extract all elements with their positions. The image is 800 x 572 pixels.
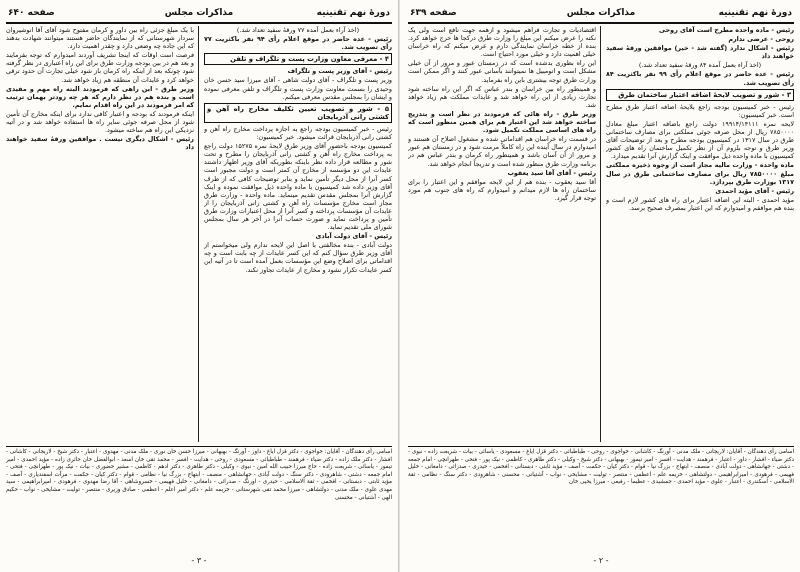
right-page-footnote xyxy=(408,446,794,557)
section-heading: ۳ - شور و تصویب لایحۀ اضافه اعتبار ساختمان طرق xyxy=(606,89,794,101)
paragraph: (اخذ آراء بعمل آمده ۸۴ ورقۀ سفید تعداد شد.) xyxy=(638,61,762,70)
paragraph: کمیسیون بودجه باحضور آقای وزیر طرق لایحۀ نمره ۱۵۲۷۵ دولت راجع به پرداخت مخارج راه آهن و کشتی رانی آذربایجان را مطرح و تحت شور و مطالعه قرار داده نظر باینکه بطوریکه آقای وزیر اظهار داشتند عایدات این دو مؤسسه از مخارج آن کمتر است و دولت مجبور است کسر آنرا از محل دیگر تأمین نماید و بنابر توضیحات کافی که از طرف آقای وزیر داده شد کمیسیون با ماده واحده ذیل موافقت نموده و اینک گزارش آنرا بمجلس مقدس تقدیم مینماید. ماده واحده - وزارت طرق مجاز است مخارج مؤسسات راه آهن و کشتی رانی آذربایجان را از عایدات آن مؤسسات پرداخته و کسر آنرا از محل اعتبارات وزارت طرق تأمین و پرداخت نماید و صورت حساب آنرا در آخر هر سال بمجلس شورای ملی تقدیم نماید. xyxy=(204,142,392,232)
paragraph: رئیس - آقای وزیر پست و تلگراف xyxy=(287,67,392,76)
paragraph: مؤید احمدی - البته این اضافه اعتبار برای راه های کشور لازم است و بنده هم موافقم و امیدوارم که این اعتبار بمصرف صحیح برسد. xyxy=(606,195,794,212)
paragraph: فرصت است اوقات که اینجا تشریف آوردند امیدوارم که توجه بفرمایند و بعد هم در بین بودجه وزارت طرق برای این راه اعتباری در نظر گرفته شود چونکه بعد از اینکه راه کرمان باز شود خیلی تجارت آن حدود ترقی خواهد کرد و عایدات آن منطقه هم زیاد خواهد شد. xyxy=(6,51,194,84)
paragraph: دولت آبادی - بنده مخالفتی با اصل این لایحه ندارم ولی میخواستم از آقای وزیر طرق سؤال کنم که این کسر عایدات از چه بابت است و چه اقداماتی برای اصلاح وضع این مؤسسات بعمل آمده است تا در آتیه این کسر عایدات تکرار نشود و مخارج از عایدات تجاوز نکند. xyxy=(204,241,392,274)
paragraph: رئیس - اشکال ندارد (گفته شد - خیر) موافقین ورقۀ سفید خواهند داد xyxy=(606,44,794,61)
section-heading: ۵ - شور و تصویب تعیین تکلیف مخارج راه آهن و کشتی رانی آذربایجان xyxy=(204,103,392,123)
paragraph: وزیر طرق - راه هائی که فرمودند در نظر است و بتدریج ساخته خواهد شد این اعتبار هم برای همین منظور است که راه های اساسی مملکت تکمیل شود. xyxy=(408,109,596,135)
paragraph: اینکه فرمودند که بودجه و اعتبار کافی ندارد برای اینکه مخارج آن تأمین شود از محل صرفه جوئی سایر راه ها استفاده خواهد شد و در آتیه نزدیکی این راه هم ساخته میشود. xyxy=(6,109,194,135)
paragraph: رئیس - آقای آقا سید یعقوب xyxy=(507,168,596,177)
right-page-columns xyxy=(408,26,794,442)
paragraph: ماده واحده - وزارت مالیه مجاز است از وجوه ذخیره مملکتی مبلغ ۷۸۵۰۰۰۰ ریال برای مصارف ساختمانی طرق در سال ۱۳۱۷ بوزارت طرق بپردازد. xyxy=(606,161,794,186)
right-page-session: دورۀ نهم تقنینیه xyxy=(718,8,792,18)
paragraph: رئیس - آقای مؤید احمدی xyxy=(715,186,794,195)
paragraph: وزیر طرق - این راهی که فرمودند البته راه مهم و مفیدی است و بنده هم در نظر دارم که هر چه زودتر بهمان ترتیب که امر فرمودند در این راه اقدام نمایم. xyxy=(6,84,194,109)
paragraph: رئیس - عده حاضر در موقع اعلام رأی ۹۴ نفر باکثریت ۷۷ رأی تصویب شد. xyxy=(204,35,392,52)
right-page xyxy=(408,6,794,566)
paragraph: رئیس - آقای دولت آبادی xyxy=(315,232,392,241)
right-page-column-1 xyxy=(606,26,794,442)
left-page-header xyxy=(6,6,392,24)
right-page-column-2 xyxy=(408,26,596,442)
right-page-number: - ۲ - xyxy=(593,556,609,565)
paragraph: رئیس - خبر کمیسیون بودجه راجع به اجازه پرداخت مخارج راه آهن و کشتی رانی آذربایجان قرائت میشود. خبر کمیسیون: xyxy=(204,124,392,142)
section-heading: ۴ - معرفی معاون وزارت پست و تلگراف و تلفن xyxy=(204,53,392,65)
left-page-title: مذاکرات مجلس xyxy=(164,8,234,18)
left-page xyxy=(6,6,392,566)
left-page-number: - ۳ - xyxy=(191,556,207,565)
right-page-number-label: صفحه ۶۳۹ xyxy=(410,8,457,18)
paragraph: با یک مبلغ جزئی راه بین داور و کرمان مفتوح شود آقای آقا انوشیروان سردار شهرستانی که از نمایندگان حاضر هستند میتوانند شهادت بدهند که این جاده چه وضعی دارد و چقدر اهمیت دارد. xyxy=(6,26,194,51)
paragraph: رئیس - خبر کمیسیون بودجه راجع بلایحۀ اضافه اعتبار طرق مطرح است. خبر کمیسیون: xyxy=(606,102,794,119)
left-page-number-label: صفحه ۶۴۰ xyxy=(8,8,55,18)
voters-list: اسامی رأی دهندگان - آقایان: لاریجانی - ملک مدنی - آورنگ - کاشانی - خواجوی - روحی - طباطبائی - دکتر قزل ایاغ - مسعودی - یاسائی - بیات - شریعت زاده - نبوی - دکتر ضیاء - افشار - داور - اعتبار - فرهمند - هدایت - افسر - امیر تیمور - بهبهانی - دکتر شیخ - وکیلی - دکتر طاهری - کاظمی - نیک پور - فتحی - طهرانچی - امام جمعه - دشتی - جهانشاهی - دولت آبادی - منصف - ابتهاج - بزرگ نیا - قوام - دکتر کیان - حکمت - آصف - مؤید ثابتی - دبستانی - افخمی - حیدری - صدرائی - دامغانی - خلیل فهیمی - فرهودی - امیرابراهیمی - دولتشاهی - خزیمه علم - اعظمی - منتصر - تولیت - مشایخی - نواب - آشتیانی - محسنی - شاهرودی - دکتر سنگ - نظامی - ثقة الاسلامی - اسکندری - اعتبار - علوی - مؤید احمدی - جمشیدی - عظیما - رفیعی - میرزا یحیی خان xyxy=(408,449,794,486)
book-gutter xyxy=(398,0,400,572)
voters-list: اسامی رأی دهندگان - آقایان: خواجوی - دکتر قزل ایاغ - داور - آورنگ - بهبهانی - میرزا حسن خان نوری - ملک مدنی - مهدوی - اعتبار - دکتر شیخ - لاریجانی - کاشانی - افشار - دکتر ملک زاده - دکتر ضیاء - فرهمند - طباطبائی - مسعودی - روحی - هدایت - افسر - محمد تقی خان اسعد - ابوالفضل خان حائری زاده - مؤید احمدی - امیر تیمور - یاسائی - شریعت زاده - حاج میرزا حبیب الله امین - نبوی - وکیلی - دکتر طاهری - دکتر ادهم - کاظمی - مشیر حضوری - بیات - نیک پور - طهرانچی - فتحی - امام جمعه - دشتی - شاهرودی - دکتر سنگ - دولت آبادی - جهانشاهی - منصف - ابتهاج - بزرگ نیا - نظامی - قوام - دکتر کیان - حکمت - مرآت اسفندیاری - آصف - مؤید ثابتی - دبستانی - افخمی - ثقة الاسلامی - حیدری - اورنگ - صدرائی - دامغانی - خلیل فهیمی - خسروشاهی - آقا رضا مهدوی - فرهودی - امیرابراهیمی - سید مهدی علوی - ملک مدنی - دولتشاهی - میرزا محمد تقی شهرستانی - خزیمه علم - دکتر امیر اعلم - اعظمی - صادق وزیری - منتصر - تولیت - مشایخی - نواب - حکیم الهی - آشتیانی - محسنی xyxy=(6,449,392,501)
left-page-column-2 xyxy=(6,26,194,442)
left-page-footnote xyxy=(6,446,392,557)
paragraph: لایحه نمره ۱۹۹۱۴/۱۴۱۱۱ دولت راجع باضافه اعتبار مبلغ معادل ۷۸۵۰۰۰۰ ریال از محل صرفه جوئی مملکتی برای مصارف ساختمانی طرق در سال ۱۳۱۷ در کمیسیون بودجه مطرح و بعد از توضیحات آقای وزیر طرق و توجه بلزوم آن از نظر تکمیل ساختمان راه های کشور کمیسیون با ماده واحده ذیل موافقت و اینک گزارش آنرا تقدیم میدارد. xyxy=(606,119,794,161)
right-page-title: مذاکرات مجلس xyxy=(566,8,636,18)
column-divider xyxy=(600,26,601,442)
left-page-session: دورۀ نهم تقنینیه xyxy=(316,8,390,18)
column-divider xyxy=(198,26,199,442)
paragraph: رئیس - عده حاضر در موقع اعلام رأی ۹۹ نفر باکثریت ۸۴ رأی تصویب شد. xyxy=(606,70,794,87)
paragraph: این راه بطوری بدشده است که در زمستان عبور و مرور از آن خیلی مشکل است و اتومبیل ها نمیتوانند بآسانی عبور کنند و اگر ممکن است وزارت طرق توجه بیشتری باین راه بفرماید. xyxy=(408,59,596,84)
paragraph: و همینطور راه بین خراسان و بندر عباس که اگر این راه ساخته شود تجارت زیادی از این راه خواهد شد و عایدات مملکت هم زیاد خواهد شد. xyxy=(408,84,596,109)
left-page-column-1 xyxy=(204,26,392,442)
paragraph: (اخذ آراء بعمل آمده ۷۷ ورقۀ سفید تعداد شد.) xyxy=(236,26,360,34)
paragraph: رئیس - اشکال دیگری نیست . موافقین ورقۀ سفید خواهند داد xyxy=(6,135,194,152)
paragraph: وزیر پست و تلگراف - آقای دولت شاهی - آقای میرزا سید حسن خان وحیدی را بسمت معاونت وزارت پست و تلگراف و تلفن معرفی نموده و ایشان را بمجلس مقدس معرفی میکنم. xyxy=(204,76,392,101)
paragraph: روحی - عرضی ندارم xyxy=(728,35,794,44)
paragraph: رئیس - ماده واحده مطرح است آقای روحی xyxy=(659,26,794,34)
right-page-header xyxy=(408,6,794,24)
paragraph: اقتصادیات و تجارت فراهم میشود و ازهمه جهت نافع است ولی یک نکته را عرض میکنم این مبلغ را وزارت طرق درکجا ها خرج خواهد کرد. بنده از خطه خراسان نمایندگی دارم و عرض میکنم که راه خراسان خیلی اهمیت دارد و خیلی مورد احتیاج است. xyxy=(408,26,596,59)
left-page-columns xyxy=(6,26,392,442)
paragraph: در قسمت راه خراسان هم اقداماتی شده و مشغول اصلاح آن هستند و امیدوارم در سال آینده این راه کاملاً مرمت شود و در زمستان هم عبور و مرور از آن آسان باشد و همینطور راه کرمان و بندر عباس هم در برنامه وزارت طرق منظور شده است و تدریجاً انجام خواهد شد. xyxy=(408,135,596,168)
paragraph: آقا سید یعقوب - بنده هم از این لایحه موافقم و این اعتبار را برای ساختمان راه ها لازم میدانم و امیدوارم که راه های جنوب هم مورد توجه قرار گیرد. xyxy=(408,177,596,202)
